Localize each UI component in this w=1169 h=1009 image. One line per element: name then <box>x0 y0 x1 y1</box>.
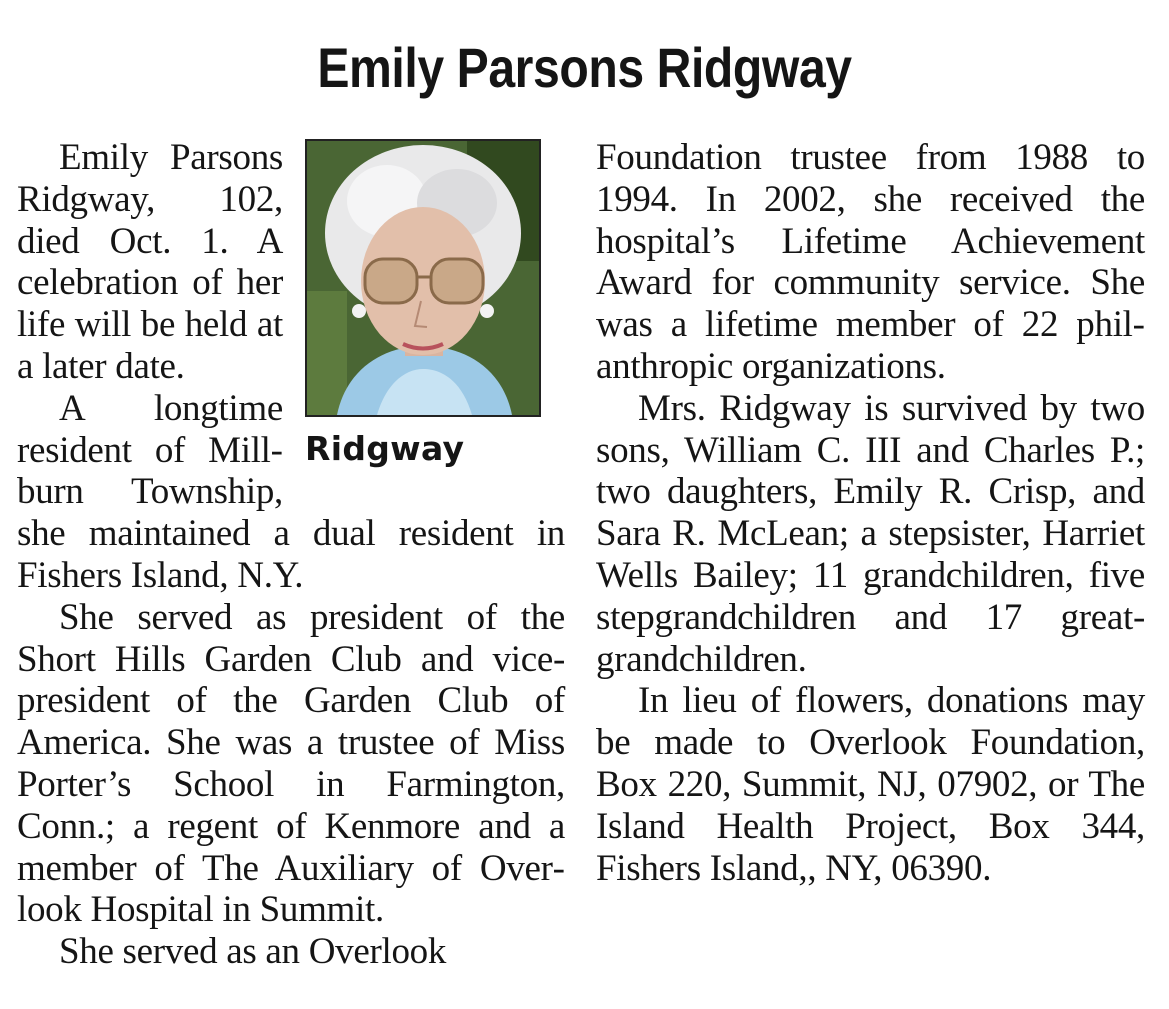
paragraph-overlook-start: She served as an Overlook <box>59 931 447 973</box>
photo-caption: Ridgway <box>305 429 465 468</box>
paragraph-civic-roles: She served as president of the Short Hills Garden Club and vice-president of the Garden Club of America. She was a trustee of Miss Porter’s School in Farmington, Conn.; a regent of Kenmore and a member of The Auxiliary of Overlook Hospital in Summit. <box>17 596 565 931</box>
paragraph-survivors: Mrs. Ridgway is survived by two sons, William C. III and Charles P.; two daughters, Emily R. Crisp, and Sara R. McLean; a stepsister, Harriet Wells Bailey; 11 grandchildren, five stepgrandchildren and 17 great-grandchildren. <box>596 387 1145 680</box>
right-column <box>596 137 1145 889</box>
portrait-icon <box>307 141 539 415</box>
paragraph-overlook-continued: Foundation trustee from 1988 to 1994. In 2002, she received the hospital’s Lifetime Achievement Award for community service. She was a lifetime member of 22 philanthropic organizations. <box>596 137 1145 387</box>
obituary-headline: Emily Parsons Ridgway <box>317 36 852 99</box>
photo-block <box>305 139 567 482</box>
portrait-photo <box>305 139 541 417</box>
paragraph-death-notice: Emily Parsons Ridgway, 102, died Oct. 1. A celebration of her life will be held at a later date. <box>17 137 283 387</box>
paragraph-donations: In lieu of flowers, donations may be made to Overlook Foundation, Box 220, Summit, NJ, 07902, or The Island Health Project, Box 344, Fishers Island,, NY, 06390. <box>596 680 1145 889</box>
paragraph-residence: A longtime resident of Millburn Township, she maintained a dual resident in Fishers Island, N.Y. <box>17 387 565 596</box>
left-column <box>17 137 565 973</box>
